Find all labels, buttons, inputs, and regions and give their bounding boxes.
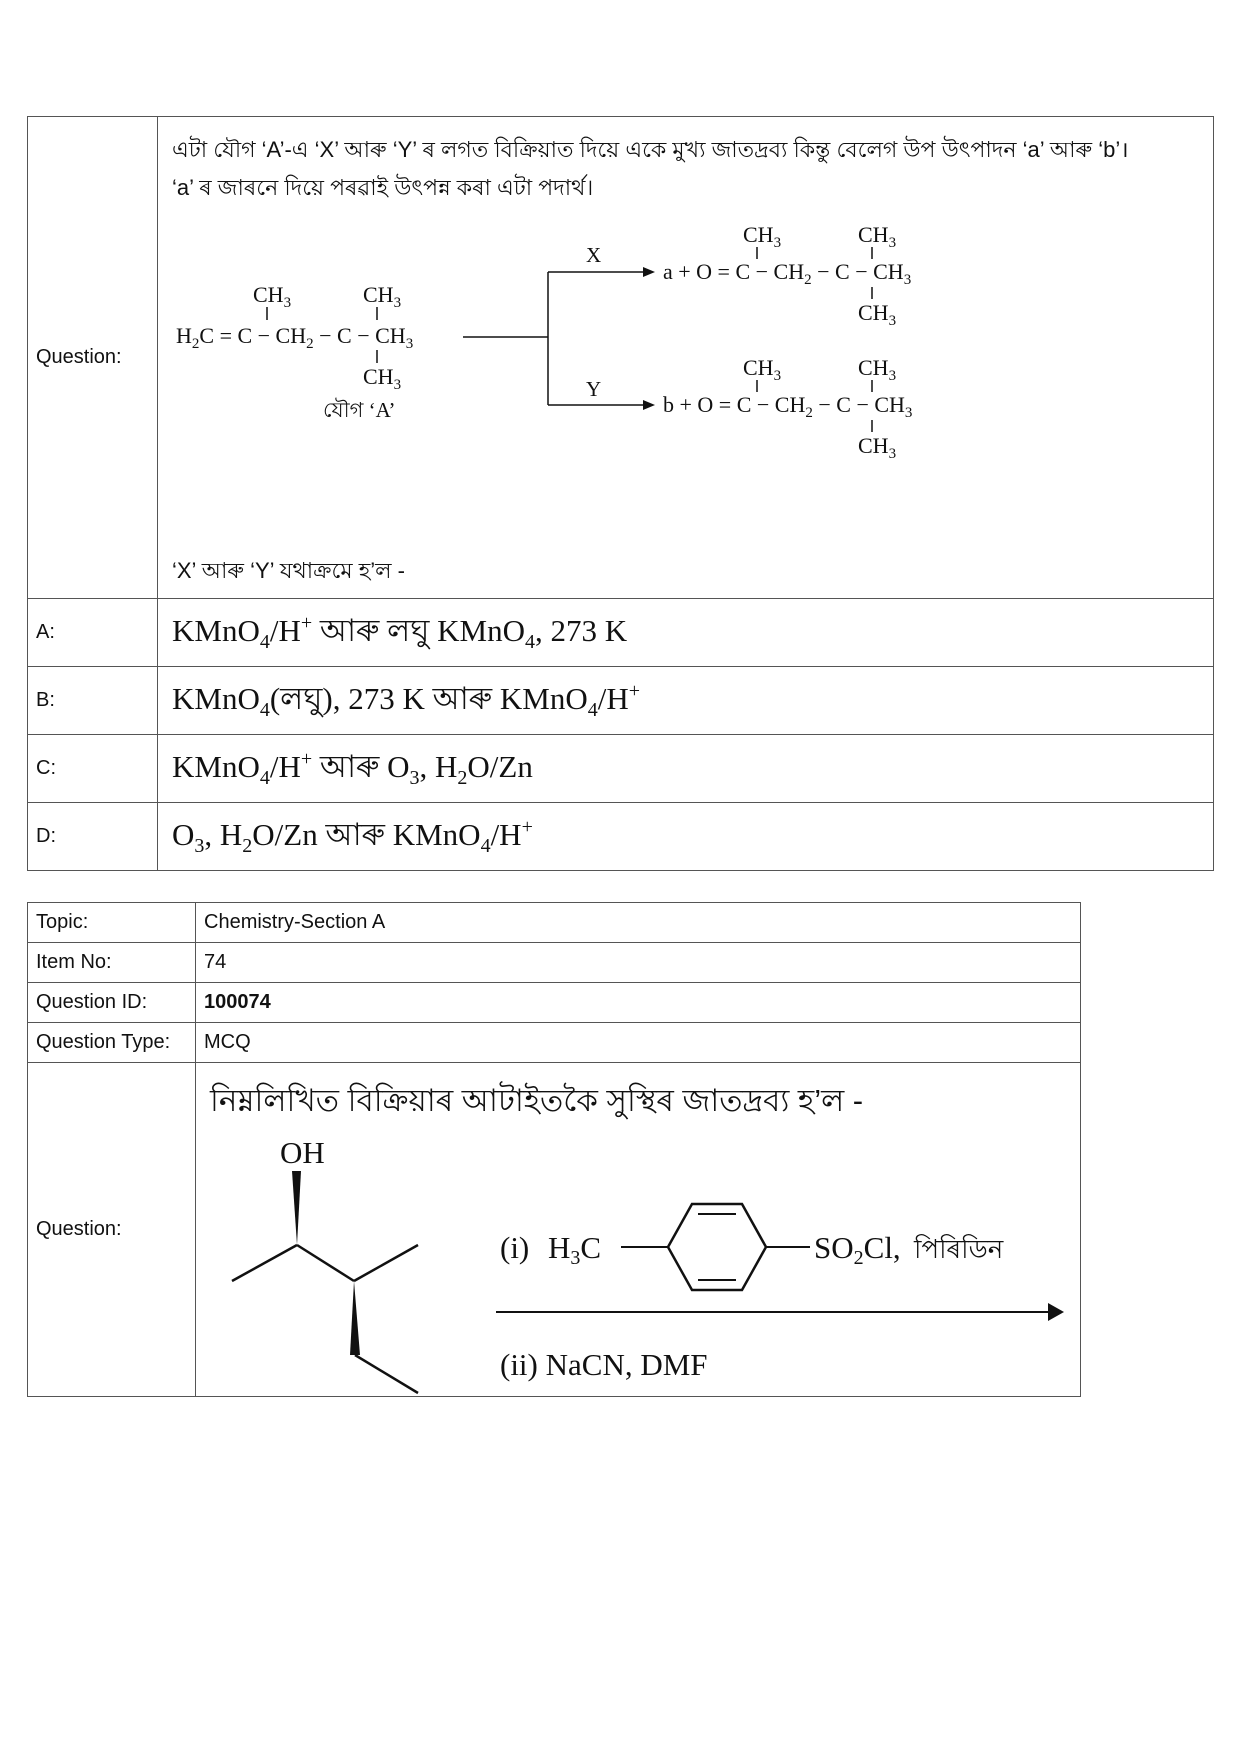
- question-type-row: [28, 1023, 1081, 1063]
- question-2-table: [27, 902, 1081, 1397]
- compound-a-structure: [176, 282, 413, 422]
- question-label: Question:: [28, 117, 158, 599]
- option-d-label: D:: [28, 803, 158, 871]
- svg-text:H3C: H3C: [548, 1230, 602, 1269]
- svg-text:SO2Cl,: SO2Cl,: [814, 1230, 901, 1269]
- reagent-y: Y: [586, 377, 602, 401]
- question-2-cell: [196, 1063, 1081, 1397]
- question-text: [172, 131, 1129, 207]
- option-b-label: B:: [28, 667, 158, 735]
- item-no-value: 74: [196, 943, 1081, 983]
- option-d-text[interactable]: $O_3$, $H_2O/Zn$ আৰু KMnO$_4$/H+: [158, 803, 1214, 871]
- step-1-reagent: [500, 1204, 1004, 1290]
- svg-text:CH3: $CH_3$: [363, 282, 402, 311]
- reaction-arrows: [463, 243, 655, 410]
- reagent-x: X: [586, 243, 602, 267]
- option-c-text[interactable]: KMnO$_4$/H+ আৰু $O_3$, $H_2O/Zn$: [158, 735, 1214, 803]
- question-text-line-1: এটা যৌগ ‘A’-এ ‘X’ আৰু ‘Y’ ৰ লগত বিক্ৰিয়াত দিয়ে একে মুখ্য জাতদ্ৰব্য কিন্তু বেলেগ উপ উৎপাদন ‘a’ আৰু ‘b’।: [172, 137, 1129, 162]
- step-1-number: (i): [500, 1230, 530, 1265]
- question-id-row: [28, 983, 1081, 1023]
- option-a-text[interactable]: KMnO$_4$/H+ আৰু লঘু KMnO$_4$, 273 K: [158, 599, 1214, 667]
- byproduct-b: b: [663, 392, 674, 417]
- reaction-scheme-diagram: [158, 217, 1208, 477]
- svg-text:CH3: $CH_3$: [253, 282, 292, 311]
- item-no-row: [28, 943, 1081, 983]
- svg-text:CH3: $CH_3$: [858, 355, 897, 384]
- svg-text:CH3: $CH_3$: [743, 222, 782, 251]
- step-2-reagent: (ii) NaCN, DMF: [500, 1347, 708, 1382]
- topic-row: [28, 903, 1081, 943]
- question-footer: ‘X’ আৰু ‘Y’ যথাক্ৰমে হ’ল -: [172, 558, 405, 583]
- option-row-b[interactable]: [28, 667, 1214, 735]
- option-a-label: A:: [28, 599, 158, 667]
- question-id-value: 100074: [196, 983, 1081, 1023]
- svg-text:CH3: $CH_3$: [858, 300, 897, 329]
- option-row-a[interactable]: [28, 599, 1214, 667]
- question-1-table: [27, 116, 1214, 871]
- question-2-label: Question:: [28, 1063, 196, 1397]
- reaction-arrow: [496, 1303, 1064, 1321]
- svg-text:CH3: $CH_3$: [743, 355, 782, 384]
- svg-text:CH3: $CH_3$: [858, 433, 897, 462]
- byproduct-a: a: [663, 259, 673, 284]
- topic-label: Topic:: [28, 903, 196, 943]
- question-text-line-2: ‘a’ ৰ জাৰনে দিয়ে পৰৱাই উৎপন্ন কৰা এটা পদাৰ্থ।: [172, 175, 594, 200]
- option-c-label: C:: [28, 735, 158, 803]
- svg-text:CH3: $CH_3$: [363, 364, 402, 393]
- option-row-c[interactable]: [28, 735, 1214, 803]
- item-no-label: Item No:: [28, 943, 196, 983]
- question-id-label: Question ID:: [28, 983, 196, 1023]
- svg-text:CH3: $CH_3$: [858, 222, 897, 251]
- tosylation-reaction-diagram: [196, 1063, 1076, 1397]
- question-1-row: [28, 117, 1214, 599]
- svg-text:a + O = C − CH2 − C − CH3: $a + O = C - CH_2 - C - CH_3$: [663, 259, 912, 288]
- question-2-text: নিম্নলিখিত বিক্ৰিয়াৰ আটাইতকৈ সুস্থিৰ জাতদ্ৰব্য হ’ল -: [210, 1083, 864, 1118]
- svg-text:b + O = C − CH2 − C − CH3: $b + O = C - CH_2 - C - CH_3$: [663, 392, 913, 421]
- option-b-text[interactable]: KMnO$_4$(লঘু), 273 K আৰু KMnO$_4$/H+: [158, 667, 1214, 735]
- product-y-structure: [663, 355, 912, 462]
- hydroxyl-label: OH: [280, 1135, 325, 1170]
- question-type-label: Question Type:: [28, 1023, 196, 1063]
- pyridine-label: পিৰিডিন: [914, 1235, 1004, 1264]
- product-x-structure: [663, 222, 911, 329]
- question-type-value: MCQ: [196, 1023, 1081, 1063]
- question-cell: [158, 117, 1214, 599]
- alcohol-skeletal-structure: [232, 1135, 418, 1393]
- question-2-row: [28, 1063, 1081, 1397]
- compound-label: যৌগ ‘A’: [323, 398, 396, 422]
- topic-value: Chemistry-Section A: [196, 903, 1081, 943]
- svg-text:H2C = C − CH2 − C − CH3: $H_2C = C - CH_2 - C - CH_3$: [176, 323, 414, 352]
- option-row-d[interactable]: [28, 803, 1214, 871]
